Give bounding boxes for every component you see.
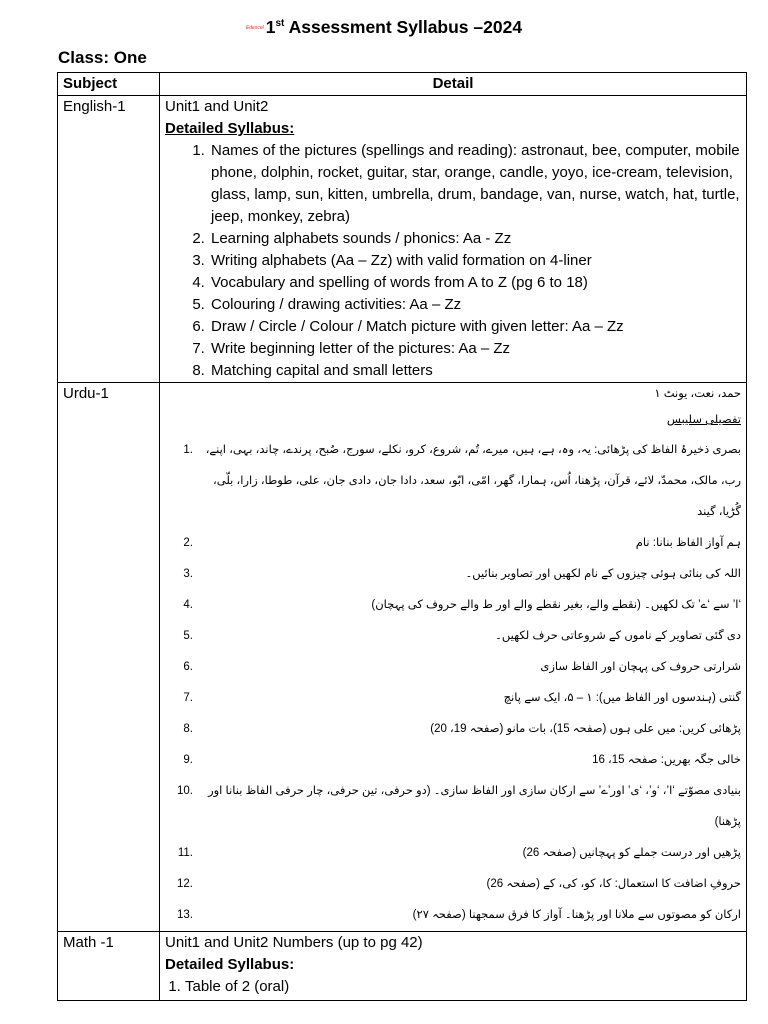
- list-item: 7. Write beginning letter of the pictures: Aa – Zz: [209, 338, 741, 360]
- urdu-item-number: 9.: [183, 754, 193, 766]
- table-row-urdu: [58, 383, 747, 932]
- english-items-list: [165, 140, 741, 382]
- list-item: [165, 528, 741, 559]
- urdu-item-text: ‘ا’ سے ‘ے’ تک لکھیں۔ (نقطے والے، بغیر نقطے والے اور ط والے حروف کی پہچان): [371, 599, 741, 611]
- list-item: 1. Names of the pictures (spellings and reading): astronaut, bee, computer, mobile phone, dolphin, rocket, guitar, star, orange, candle, yoyo, ice-cream, television, glass, lamp, sun, kitten, umbrella, drum, bandage, van, nurse, watch, hat, turtle, jeep, monkey, zebra): [209, 140, 741, 228]
- urdu-item-text: پڑھیں اور درست جملے کو پہچانیں (صفحہ 26): [522, 847, 741, 859]
- english-detailed-label: Detailed Syllabus:: [165, 120, 295, 137]
- list-item: [165, 621, 741, 652]
- school-logo: Edexcel: [245, 25, 264, 31]
- class-label: Class: One: [58, 48, 147, 67]
- title-text: Assessment Syllabus –2024: [284, 17, 523, 37]
- urdu-item-text: شرارتی حروف کی پہچان اور الفاظ سازی: [540, 661, 741, 673]
- column-header-subject: Subject: [58, 73, 160, 96]
- urdu-item-number: 4.: [183, 599, 193, 611]
- urdu-item-text: خالی جگہ بھریں: صفحہ 15، 16: [592, 754, 741, 766]
- urdu-item-text: بنیادی مصوّتے ‘ا’، ‘و’، ‘ی’ اور’ے’ سے ارکان سازی اور الفاظ سازی۔ (دو حرفی، تین حرفی، چار حرفی الفاظ بنانا اور پڑھنا): [208, 785, 741, 828]
- math-items-list: [165, 976, 741, 998]
- urdu-item-number: 10.: [177, 785, 193, 797]
- list-item: [165, 745, 741, 776]
- urdu-item-text: ہم آواز الفاظ بنانا: نام: [635, 537, 741, 549]
- table-header-row: [58, 73, 747, 96]
- list-item: [165, 900, 741, 931]
- urdu-item-number: 12.: [177, 878, 193, 890]
- urdu-item-text: گنتی (ہندسوں اور الفاظ میں): ۱ – ۵، ایک سے پانچ: [503, 692, 741, 704]
- english-units: Unit1 and Unit2: [165, 98, 269, 115]
- urdu-item-number: 2.: [183, 537, 193, 549]
- urdu-item-number: 5.: [183, 630, 193, 642]
- urdu-heading: حمد، نعت، یونٹ ۱: [654, 388, 741, 400]
- list-item: [165, 559, 741, 590]
- list-item: [165, 435, 741, 528]
- list-item: 6. Draw / Circle / Colour / Match picture with given letter: Aa – Zz: [209, 316, 741, 338]
- urdu-item-number: 7.: [183, 692, 193, 704]
- urdu-item-number: 1.: [183, 444, 193, 456]
- list-item: [165, 652, 741, 683]
- urdu-item-number: 3.: [183, 568, 193, 580]
- subject-math: Math -1: [58, 932, 160, 1001]
- document-title: [0, 17, 768, 38]
- list-item: [165, 683, 741, 714]
- urdu-item-text: بصری ذخیرۂ الفاظ کی پڑھائی: یہ، وہ، ہے، ہیں، میرے، تُم، شروع، کرو، نکلے، سورج، صُبح، پرندے، چاند، بہی، اپنے، رب، مالک، محمدّ، لائے، قرآن، پڑھنا، اُس، ہمارا، گھر، امّی، ابّو، سعد، دادا جان، دادی جان، علی، طوطا، زارا، بلّی، گُڑیا، گیند: [205, 444, 741, 518]
- urdu-item-number: 6.: [183, 661, 193, 673]
- urdu-item-number: 13.: [177, 909, 193, 921]
- table-row-math: [58, 932, 747, 1001]
- urdu-item-text: دی گئی تصاویر کے ناموں کے شروعاتی حرف لکھیں۔: [495, 630, 741, 642]
- subject-english: English-1: [58, 96, 160, 383]
- title-number: 1: [265, 17, 276, 37]
- urdu-item-text: اللہ کی بنائی ہوئی چیزوں کے نام لکھیں اور تصاویر بنائیں۔: [465, 568, 741, 580]
- list-item: [165, 590, 741, 621]
- urdu-item-text: حروفِ اضافت کا استعمال: کا، کو، کی، کے (صفحہ 26): [486, 878, 741, 890]
- list-item: 5. Colouring / drawing activities: Aa – Zz: [209, 294, 741, 316]
- list-item: [165, 869, 741, 900]
- column-header-detail: Detail: [160, 73, 747, 96]
- title-superscript: st: [275, 18, 285, 30]
- detail-urdu: [160, 383, 747, 932]
- subject-urdu: Urdu-1: [58, 383, 160, 932]
- detail-english: [160, 96, 747, 383]
- list-item: 8. Matching capital and small letters: [209, 360, 741, 382]
- detail-math: [160, 932, 747, 1001]
- list-item: 3. Writing alphabets (Aa – Zz) with valid formation on 4-liner: [209, 250, 741, 272]
- urdu-item-text: پڑھائی کریں: میں علی ہوں (صفحہ 15)، بات مانو (صفحہ 19، 20): [430, 723, 741, 735]
- urdu-detailed-label: تفصیلی سلیبس: [666, 414, 741, 426]
- syllabus-table: [57, 72, 747, 1001]
- list-item: [165, 838, 741, 869]
- list-item: 4. Vocabulary and spelling of words from A to Z (pg 6 to 18): [209, 272, 741, 294]
- list-item: 1. Table of 2 (oral): [185, 976, 741, 998]
- list-item: 2. Learning alphabets sounds / phonics: Aa - Zz: [209, 228, 741, 250]
- urdu-item-number: 8.: [183, 723, 193, 735]
- table-row-english: [58, 96, 747, 383]
- list-item: [165, 776, 741, 838]
- list-item: [165, 714, 741, 745]
- math-detailed-label: Detailed Syllabus:: [165, 956, 295, 973]
- urdu-item-number: 11.: [177, 847, 193, 859]
- math-units: Unit1 and Unit2 Numbers (up to pg 42): [165, 934, 423, 951]
- urdu-item-text: ارکان کو مصوتوں سے ملانا اور پڑھنا۔ آواز کا فرق سمجھنا (صفحہ ۲۷): [412, 909, 741, 921]
